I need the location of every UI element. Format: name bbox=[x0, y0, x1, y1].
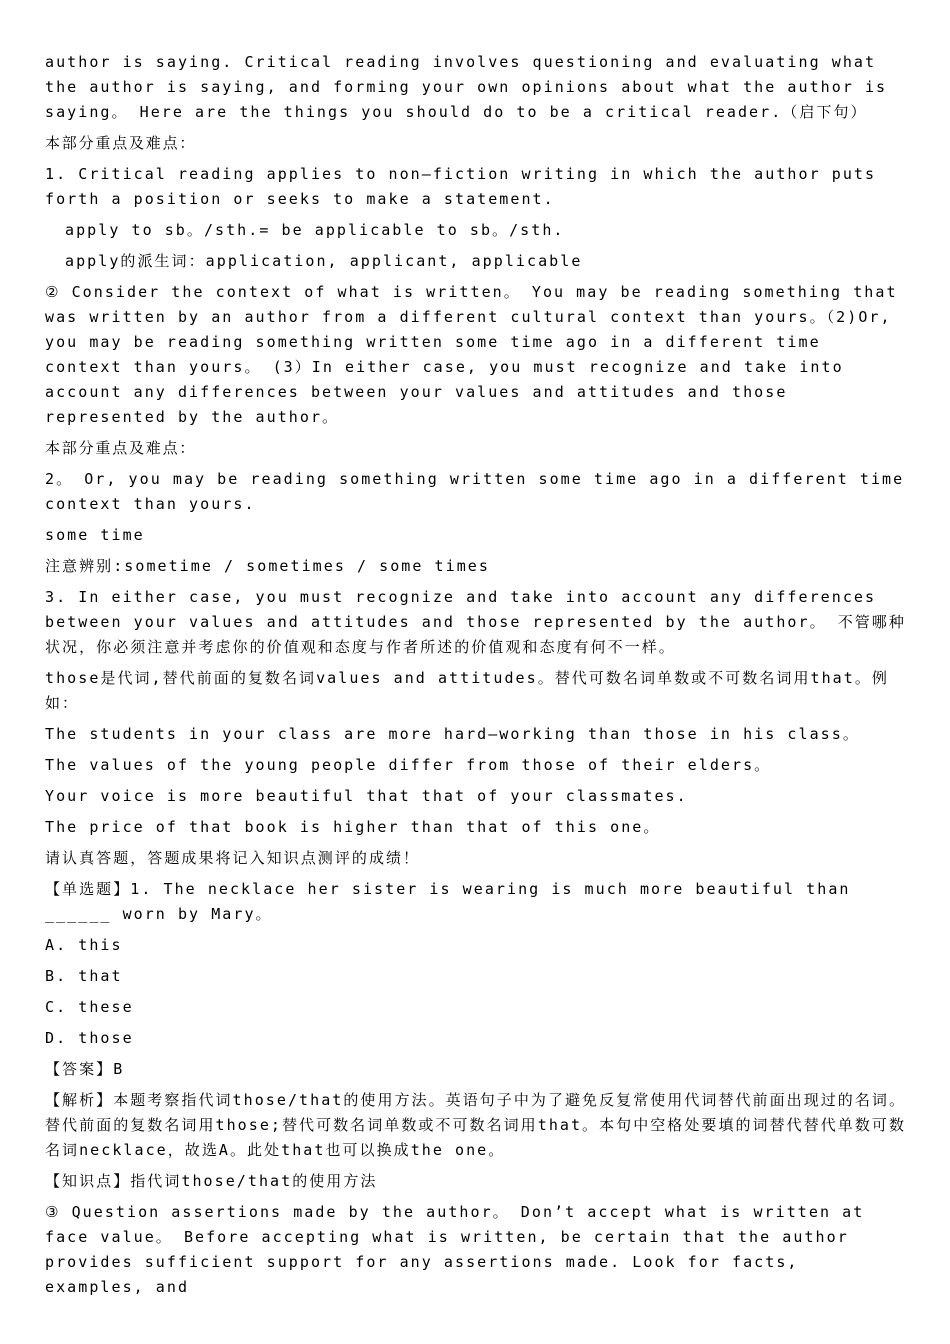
some-time-line: some time bbox=[45, 526, 145, 544]
consider-context-paragraph: ② Consider the context of what is written。 You may be reading something that was written by an author from a different cultural context than yours。（2)Or, you may be reading something written some time ago in a different time context than yours。 (3）In either case, you must recognize and take into account any differences between your values and attitudes and those represented by the author。 bbox=[45, 283, 898, 426]
question-assertions-paragraph: ③ Question assertions made by the author。 Don’t accept what is written at face value。 Before accepting what is written, be certain that the author provides sufficient support for any assertions made. Look for facts, examples, and bbox=[45, 1203, 865, 1296]
point-1-paragraph: 1. Critical reading applies to non—fiction writing in which the author puts forth a position or seeks to make a statement. bbox=[45, 165, 877, 208]
option-b: B. that bbox=[45, 967, 123, 985]
intro-paragraph: author is saying. Critical reading involves questioning and evaluating what the author is saying, and forming your own opinions about what the author is saying。 Here are the things you should do to be a critical reader.（启下句） bbox=[45, 53, 888, 121]
point-3-paragraph: 3. In either case, you must recognize and take into account any differences between your values and attitudes and those represented by the author。 不管哪种状况，你必须注意并考虑你的价值观和态度与作者所述的价值观和态度有何不一样。 bbox=[45, 588, 906, 656]
apply-derivatives-line: apply的派生词：application, applicant, applicable bbox=[65, 252, 583, 270]
quiz-question: 【单选题】1. The necklace her sister is wearing is much more beautiful than ______ worn by Mary。 bbox=[45, 880, 851, 923]
answer-line: 【答案】B bbox=[45, 1060, 125, 1078]
knowledge-point-line: 【知识点】指代词those/that的使用方法 bbox=[45, 1172, 378, 1190]
option-c: C. these bbox=[45, 998, 134, 1016]
example-sentence-3: Your voice is more beautiful that that of your classmates. bbox=[45, 787, 688, 805]
distinguish-note: 注意辨别:sometime / sometimes / some times bbox=[45, 557, 490, 575]
section-heading-1: 本部分重点及难点： bbox=[45, 134, 197, 152]
apply-usage-line: apply to sb。/sth.= be applicable to sb。/sth. bbox=[65, 221, 565, 239]
analysis-paragraph: 【解析】本题考察指代词those/that的使用方法。英语句子中为了避免反复常使用代词替代前面出现过的名词。替代前面的复数名词用those;替代可数名词单数或不可数名词用that。本句中空格处要填的词替代替代单数可数名词necklace，故选A。此处that也可以换成the one。 bbox=[45, 1091, 907, 1159]
point-2-paragraph: 2。 Or, you may be reading something written some time ago in a different time context than yours. bbox=[45, 470, 905, 513]
section-heading-2: 本部分重点及难点： bbox=[45, 439, 197, 457]
option-d: D. those bbox=[45, 1029, 134, 1047]
example-sentence-4: The price of that book is higher than that of this one。 bbox=[45, 818, 661, 836]
example-sentence-2: The values of the young people differ from those of their elders。 bbox=[45, 756, 772, 774]
quiz-instruction: 请认真答题，答题成果将记入知识点测评的成绩！ bbox=[45, 849, 421, 867]
option-a: A. this bbox=[45, 936, 123, 954]
example-sentence-1: The students in your class are more hard—working than those in his class。 bbox=[45, 725, 860, 743]
those-explanation: those是代词,替代前面的复数名词values and attitudes。替代可数名词单数或不可数名词用that。例如： bbox=[45, 669, 889, 712]
